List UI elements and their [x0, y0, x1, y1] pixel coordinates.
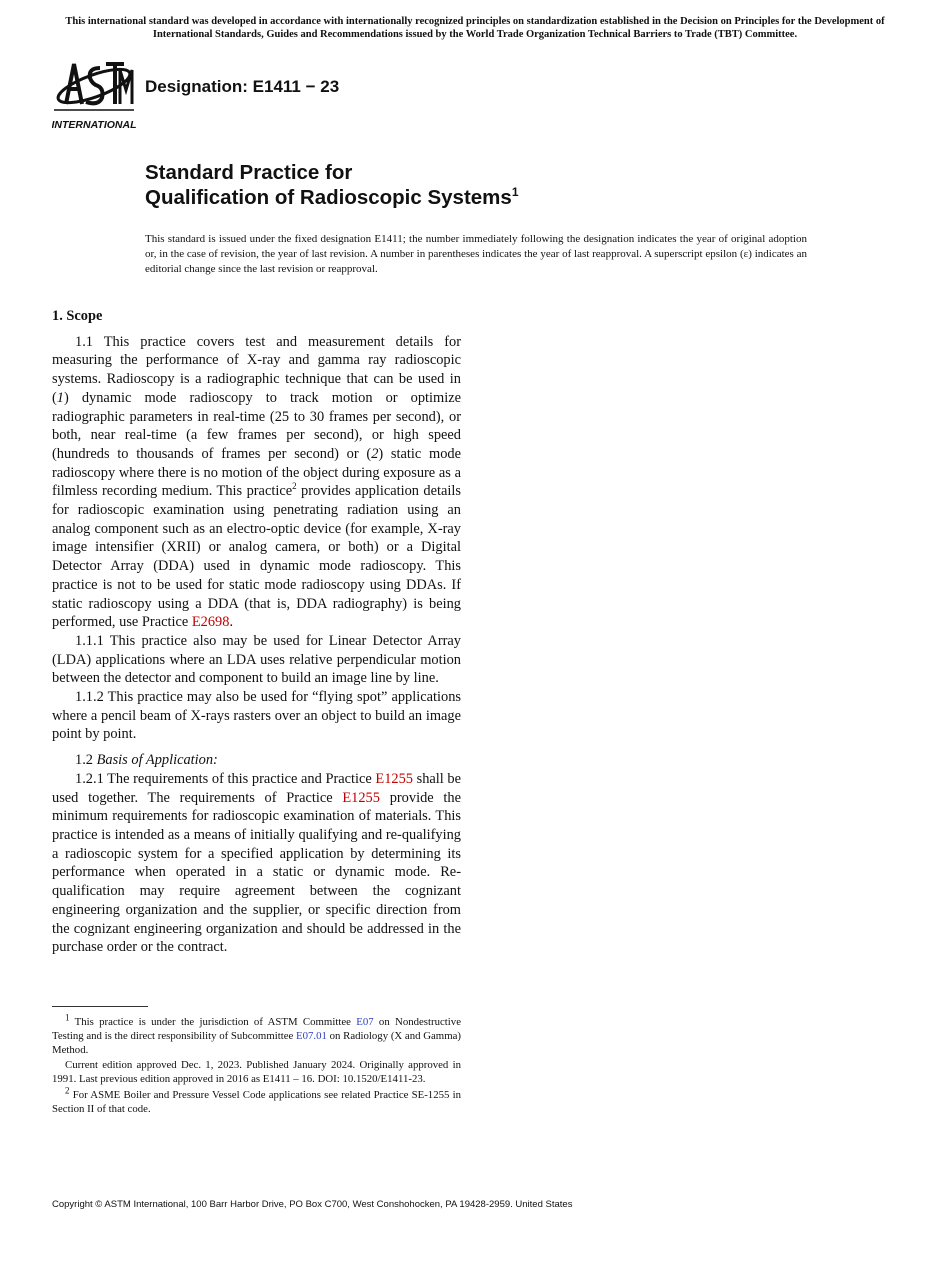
footnote-rule	[52, 1006, 148, 1007]
para-1-1-2: 1.1.2 This practice may also be used for “flying spot” applications where a pencil beam of X-rays rasters over an object to build an image point by point.	[52, 689, 461, 743]
designation: Designation: E1411 − 23	[145, 77, 340, 96]
section-heading-scope: 1. Scope	[52, 308, 103, 324]
footnote-ref-2[interactable]: 2	[292, 481, 297, 492]
title-line-1: Standard Practice for	[145, 161, 353, 184]
astm-logo	[52, 56, 136, 132]
footnote-1: $^1$ This practice is under the jurisdiction of ASTM Committee E07 on Nondestructive Testing and is the direct responsibility of Subcommittee E07.01 on Radiology (X and Gamma) Method.	[52, 1012, 461, 1056]
link-e2698[interactable]: E2698	[191, 614, 230, 631]
wto-notice: This international standard was developed in accordance with internationally recognized principles on standardization established in the Decision on Principles for the Development of International Standards, Guides and Recommendations issued by the World Trade Organization Technical Barriers to Trade (TBT) Committee.	[65, 16, 885, 40]
footnotes	[52, 1012, 461, 1119]
copyright: Copyright © ASTM International, 100 Barr Harbor Drive, PO Box C700, West Conshohocken, PA 19428-2959. United States	[52, 1199, 573, 1210]
title-line-2: Qualification of Radioscopic Systems$^1$	[145, 185, 519, 209]
left-column	[52, 307, 461, 957]
logo-wordmark: INTERNATIONAL	[52, 119, 136, 131]
document-title	[145, 160, 519, 210]
link-e07[interactable]: E07	[356, 1016, 374, 1028]
issuance-statement: This standard is issued under the fixed designation E1411; the number immediately following the designation indicates the year of original adoption or, in the case of revision, the year of last revision. A number in parentheses indicates the year of last reapproval. A superscript epsilon (ε) indicates an editorial change since the last revision or reapproval.	[145, 233, 807, 275]
link-e1255[interactable]: E1255	[342, 789, 380, 806]
link-e1255[interactable]: E1255	[375, 770, 413, 787]
title-footnote-ref[interactable]: 1	[511, 185, 519, 200]
footnote-2: $^2$ For ASME Boiler and Pressure Vessel Code applications see related Practice SE-1255 in Section II of that code.	[52, 1085, 461, 1115]
para-1-1-1: 1.1.1 This practice also may be used for Linear Detector Array (LDA) applications where an LDA uses relative perpendicular motion between the detector and component to build an image line by line.	[52, 632, 461, 687]
para-1-1: 1.1 This practice covers test and measurement details for measuring the performance of X-ray and gamma ray radioscopic systems. Radioscopy is a radiographic technique that can be used in (1) dynamic mode radioscopy to track motion or optimize radiographic parameters in real-time (25 to 30 frames per second), or both, near real-time (a few frames per second), or high speed (hundreds to thousands of frames per second) or (2) static mode radioscopy where there is no motion of the object during exposure as a filmless recording medium. This practice$^2$ provides application details for radioscopic examination using penetrating radiation using an analog component such as an electro-optic device (for example, X-ray image intensifier (XRII) or analog camera, or both) or a Digital Detector Array (DDA) used in dynamic mode radioscopy. This practice is not to be used for static mode radioscopy using DDAs. If static radioscopy using a DDA (that is, DDA radiography) is being performed, use Practice E2698.	[52, 333, 461, 631]
para-1-2-1: 1.2.1 The requirements of this practice and Practice E1255 shall be used together. The requirements of Practice E1255 provide the minimum requirements for radioscopic examination of materials. This practice is intended as a means of initially qualifying and re-qualifying a radioscopic system for a specified application by determining its performance when operated in a static or dynamic mode. Re-qualification may require agreement between the cognizant engineering organization and the supplier, or specific direction from the cognizant engineering organization and should be addressed in the purchase order or the contract.	[52, 770, 461, 956]
edition-note: Current edition approved Dec. 1, 2023. Published January 2024. Originally approved in 1991. Last previous edition approved in 2016 as E1411 – 16. DOI: 10.1520/E1411-23.	[52, 1059, 461, 1086]
link-e07-01[interactable]: E07.01	[296, 1029, 327, 1042]
para-1-2: 1.2 Basis of Application:	[75, 752, 218, 769]
